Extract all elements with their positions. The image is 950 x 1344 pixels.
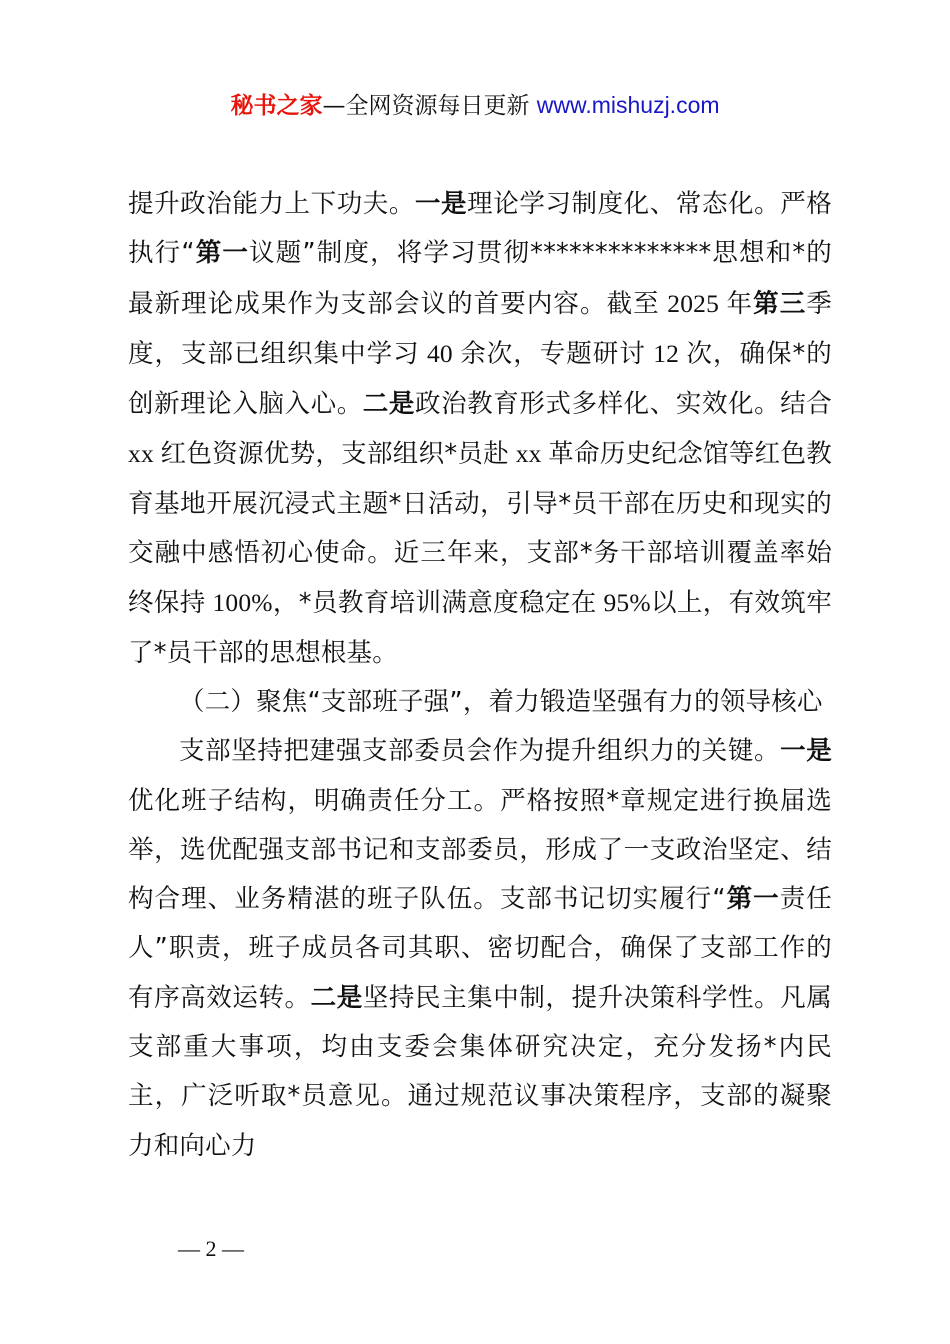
site-slogan: —全网资源每日更新 — [322, 93, 537, 119]
section-heading-2: （二）聚焦“支部班子强”，着力锻造坚强有力的领导核心 — [179, 686, 823, 717]
emphasis-first-responsible: 第一 — [725, 884, 780, 915]
emphasis-second: 二是 — [310, 982, 363, 1013]
paragraph-leadership-team: 支部坚持把建强支部委员会作为提升组织力的关键。一是优化班子结构，明确责任分工。严格按照*章规定进行换届选举，选优配强支部书记和支部委员，形成了一支政治坚定、结构合理、业务精湛的班子队伍。支部书记切实履行“第一责任人”职责，班子成员各司其职、密切配合，确保了支部工作的有序高效运转。二是坚持民主集中制，提升决策科学性。凡属支部重大事项，均由支委会集体研究决定，充分发扬*内民主，广泛听取*员意见。通过规范议事决策程序，支部的凝聚力和向心力 — [128, 736, 833, 1161]
emphasis-third-quarter: 第三 — [753, 288, 807, 319]
emphasis-second: 二是 — [362, 389, 415, 420]
emphasis-first: 一是 — [780, 736, 832, 767]
site-banner — [0, 88, 950, 123]
page-number: — 2 — — [178, 1236, 244, 1261]
paragraph-political-study: 提升政治能力上下功夫。一是理论学习制度化、常态化。严格执行“第一议题”制度，将学习贯彻**************思想和*的最新理论成果作为支部会议的首要内容。截至 2025 年第三季度，支部已组织集中学习 40 余次，专题研讨 12 次，确保*的创新理论入脑入心。二是政治教育形式多样化、实效化。结合 xx 红色资源优势，支部组织*员赴 xx 革命历史纪念馆等红色教育基地开展沉浸式主题*日活动，引导*员干部在历史和现实的交融中感悟初心使命。近三年来，支部*务干部培训覆盖率始终保持 100%，*员教育培训满意度稳定在 95%以上，有效筑牢了*员干部的思想根基。 — [128, 189, 833, 668]
document-body — [128, 180, 832, 1171]
site-url-link[interactable]: www.mishuzj.com — [536, 92, 720, 118]
emphasis-first-agenda: 第一 — [194, 238, 250, 269]
site-brand: 秘书之家 — [230, 93, 323, 119]
emphasis-first: 一是 — [414, 189, 468, 219]
